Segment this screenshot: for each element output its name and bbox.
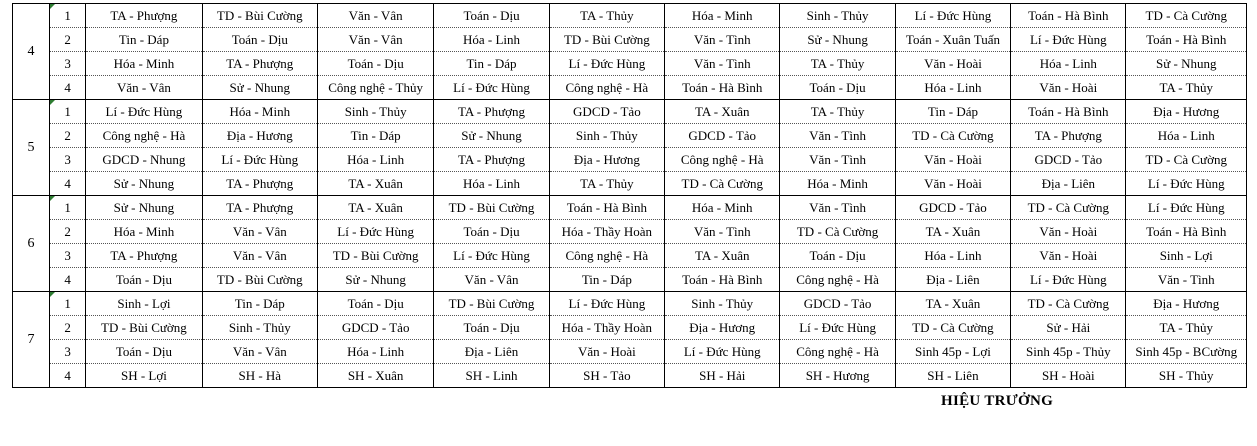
period-number: 4 — [50, 364, 86, 388]
class-cell: TA - Thủy — [1126, 76, 1247, 100]
class-cell: Toán - Dịu — [86, 340, 202, 364]
class-cell: Sử - Nhung — [86, 196, 202, 220]
class-cell: Toán - Dịu — [202, 28, 317, 52]
class-cell: Công nghệ - Thủy — [317, 76, 433, 100]
class-cell: Hóa - Minh — [86, 220, 202, 244]
class-cell: Văn - Tình — [780, 148, 895, 172]
class-cell: TD - Cà Cường — [1011, 196, 1126, 220]
class-cell: Công nghệ - Hà — [549, 76, 664, 100]
class-cell: TD - Bùi Cường — [434, 292, 549, 316]
class-cell: Toán - Hà Bình — [1126, 220, 1247, 244]
period-number: 3 — [50, 52, 86, 76]
class-cell: Địa - Hương — [549, 148, 664, 172]
class-cell: Toán - Dịu — [434, 220, 549, 244]
period-number: 1 — [50, 292, 86, 316]
class-cell: Sinh - Lợi — [86, 292, 202, 316]
class-cell: TA - Xuân — [665, 244, 780, 268]
class-cell: Văn - Hoài — [895, 148, 1010, 172]
class-cell: Lí - Đức Hùng — [549, 52, 664, 76]
class-cell: Hóa - Thầy Hoàn — [549, 220, 664, 244]
class-cell: Lí - Đức Hùng — [202, 148, 317, 172]
class-cell: Sinh 45p - Lợi — [895, 340, 1010, 364]
class-cell: TA - Xuân — [317, 172, 433, 196]
timetable-row — [13, 172, 1247, 196]
class-cell: Sinh - Thủy — [317, 100, 433, 124]
timetable-row — [13, 364, 1247, 388]
class-cell: Công nghệ - Hà — [549, 244, 664, 268]
class-cell: Địa - Hương — [202, 124, 317, 148]
class-cell: Tin - Dáp — [86, 28, 202, 52]
class-cell: Sử - Nhung — [780, 28, 895, 52]
class-cell: Văn - Vân — [434, 268, 549, 292]
class-cell: GDCD - Tảo — [549, 100, 664, 124]
class-cell: GDCD - Nhung — [86, 148, 202, 172]
period-number: 3 — [50, 340, 86, 364]
class-cell: TA - Xuân — [895, 292, 1010, 316]
class-cell: Toán - Dịu — [780, 244, 895, 268]
class-cell: Văn - Vân — [202, 220, 317, 244]
class-cell: TA - Xuân — [665, 100, 780, 124]
timetable-row — [13, 268, 1247, 292]
period-number: 1 — [50, 100, 86, 124]
class-cell: Lí - Đức Hùng — [1011, 28, 1126, 52]
timetable-row — [13, 100, 1247, 124]
class-cell: Văn - Hoài — [1011, 220, 1126, 244]
class-cell: Hóa - Linh — [434, 28, 549, 52]
timetable-row — [13, 292, 1247, 316]
period-number: 2 — [50, 316, 86, 340]
class-cell: Toán - Hà Bình — [1126, 28, 1247, 52]
class-cell: TA - Phượng — [434, 100, 549, 124]
class-cell: SH - Hương — [780, 364, 895, 388]
class-cell: Văn - Hoài — [1011, 76, 1126, 100]
class-cell: TD - Cà Cường — [895, 124, 1010, 148]
class-cell: Tin - Dáp — [895, 100, 1010, 124]
class-cell: TD - Cà Cường — [895, 316, 1010, 340]
period-number: 3 — [50, 244, 86, 268]
class-cell: SH - Hải — [665, 364, 780, 388]
class-cell: GDCD - Tảo — [317, 316, 433, 340]
class-cell: Sinh - Thủy — [780, 4, 895, 28]
class-cell: Hóa - Linh — [895, 76, 1010, 100]
class-cell: Hóa - Linh — [317, 340, 433, 364]
class-cell: SH - Tảo — [549, 364, 664, 388]
class-cell: Địa - Liên — [434, 340, 549, 364]
class-cell: Lí - Đức Hùng — [434, 76, 549, 100]
class-cell: TD - Bùi Cường — [434, 196, 549, 220]
class-cell: Hóa - Minh — [86, 52, 202, 76]
timetable-row — [13, 148, 1247, 172]
class-cell: GDCD - Tảo — [780, 292, 895, 316]
class-cell: Hóa - Linh — [895, 244, 1010, 268]
class-cell: TD - Cà Cường — [1126, 148, 1247, 172]
class-cell: TA - Phượng — [202, 52, 317, 76]
class-cell: Địa - Hương — [1126, 100, 1247, 124]
class-cell: Sinh - Thủy — [665, 292, 780, 316]
day-label: 5 — [13, 100, 50, 196]
class-cell: Tin - Dáp — [317, 124, 433, 148]
class-cell: Sử - Nhung — [1126, 52, 1247, 76]
class-cell: TA - Phượng — [202, 172, 317, 196]
class-cell: Toán - Dịu — [317, 292, 433, 316]
class-cell: TA - Xuân — [895, 220, 1010, 244]
class-cell: TD - Bùi Cường — [317, 244, 433, 268]
class-cell: Sinh 45p - Thủy — [1011, 340, 1126, 364]
signature-title: HIỆU TRƯỞNG — [941, 393, 1054, 409]
class-cell: Văn - Tình — [780, 196, 895, 220]
class-cell: TA - Thủy — [549, 172, 664, 196]
class-cell: Văn - Tình — [665, 28, 780, 52]
class-cell: TA - Phượng — [86, 244, 202, 268]
class-cell: Lí - Đức Hùng — [1126, 172, 1247, 196]
timetable-row — [13, 124, 1247, 148]
day-label: 4 — [13, 4, 50, 100]
class-cell: Sử - Hải — [1011, 316, 1126, 340]
class-cell: Sử - Nhung — [86, 172, 202, 196]
period-number: 1 — [50, 4, 86, 28]
class-cell: Văn - Vân — [202, 244, 317, 268]
class-cell: Văn - Tình — [665, 220, 780, 244]
period-number: 4 — [50, 172, 86, 196]
class-cell: Hóa - Linh — [1011, 52, 1126, 76]
class-cell: Toán - Hà Bình — [1011, 4, 1126, 28]
timetable — [12, 3, 1247, 388]
period-number: 3 — [50, 148, 86, 172]
class-cell: Toán - Dịu — [780, 76, 895, 100]
class-cell: TA - Thủy — [1126, 316, 1247, 340]
class-cell: Lí - Đức Hùng — [317, 220, 433, 244]
class-cell: Văn - Hoài — [1011, 244, 1126, 268]
class-cell: Hóa - Minh — [665, 4, 780, 28]
class-cell: Toán - Dịu — [434, 316, 549, 340]
timetable-row — [13, 4, 1247, 28]
class-cell: Văn - Vân — [202, 340, 317, 364]
class-cell: TD - Bùi Cường — [202, 4, 317, 28]
class-cell: Địa - Hương — [1126, 292, 1247, 316]
class-cell: Lí - Đức Hùng — [780, 316, 895, 340]
class-cell: Toán - Dịu — [434, 4, 549, 28]
class-cell: SH - Hà — [202, 364, 317, 388]
period-number: 4 — [50, 268, 86, 292]
class-cell: TA - Phượng — [1011, 124, 1126, 148]
class-cell: Văn - Hoài — [549, 340, 664, 364]
class-cell: Sinh - Lợi — [1126, 244, 1247, 268]
class-cell: GDCD - Tảo — [895, 196, 1010, 220]
class-cell: Lí - Đức Hùng — [434, 244, 549, 268]
class-cell: Hóa - Thầy Hoàn — [549, 316, 664, 340]
class-cell: Sinh - Thủy — [549, 124, 664, 148]
period-number: 2 — [50, 28, 86, 52]
timetable-row — [13, 52, 1247, 76]
class-cell: GDCD - Tảo — [665, 124, 780, 148]
class-cell: Lí - Đức Hùng — [1011, 268, 1126, 292]
class-cell: Công nghệ - Hà — [780, 268, 895, 292]
class-cell: Toán - Hà Bình — [1011, 100, 1126, 124]
class-cell: Văn - Vân — [317, 28, 433, 52]
class-cell: Toán - Hà Bình — [549, 196, 664, 220]
class-cell: SH - Thủy — [1126, 364, 1247, 388]
class-cell: Địa - Liên — [1011, 172, 1126, 196]
class-cell: Toán - Dịu — [86, 268, 202, 292]
class-cell: Văn - Tình — [780, 124, 895, 148]
timetable-row — [13, 76, 1247, 100]
class-cell: TA - Thủy — [780, 52, 895, 76]
class-cell: Lí - Đức Hùng — [665, 340, 780, 364]
class-cell: Hóa - Minh — [780, 172, 895, 196]
class-cell: SH - Lợi — [86, 364, 202, 388]
class-cell: Hóa - Linh — [434, 172, 549, 196]
class-cell: SH - Hoài — [1011, 364, 1126, 388]
class-cell: Hóa - Linh — [1126, 124, 1247, 148]
class-cell: Địa - Liên — [895, 268, 1010, 292]
timetable-row — [13, 316, 1247, 340]
class-cell: Toán - Dịu — [317, 52, 433, 76]
class-cell: Tin - Dáp — [549, 268, 664, 292]
class-cell: TD - Bùi Cường — [549, 28, 664, 52]
period-number: 1 — [50, 196, 86, 220]
class-cell: Sử - Nhung — [434, 124, 549, 148]
class-cell: Lí - Đức Hùng — [549, 292, 664, 316]
class-cell: Lí - Đức Hùng — [1126, 196, 1247, 220]
class-cell: Văn - Tình — [1126, 268, 1247, 292]
class-cell: Văn - Tình — [665, 52, 780, 76]
class-cell: Lí - Đức Hùng — [895, 4, 1010, 28]
class-cell: TA - Phượng — [434, 148, 549, 172]
class-cell: TD - Cà Cường — [665, 172, 780, 196]
class-cell: Tin - Dáp — [434, 52, 549, 76]
timetable-row — [13, 28, 1247, 52]
class-cell: TD - Cà Cường — [1126, 4, 1247, 28]
class-cell: SH - Linh — [434, 364, 549, 388]
class-cell: SH - Liên — [895, 364, 1010, 388]
class-cell: Lí - Đức Hùng — [86, 100, 202, 124]
class-cell: Văn - Hoài — [895, 52, 1010, 76]
timetable-row — [13, 220, 1247, 244]
class-cell: TD - Cà Cường — [780, 220, 895, 244]
class-cell: Hóa - Minh — [665, 196, 780, 220]
class-cell: Công nghệ - Hà — [86, 124, 202, 148]
class-cell: Toán - Xuân Tuấn — [895, 28, 1010, 52]
class-cell: TA - Phượng — [86, 4, 202, 28]
class-cell: Sinh 45p - BCường — [1126, 340, 1247, 364]
class-cell: Toán - Hà Bình — [665, 268, 780, 292]
class-cell: TA - Thủy — [549, 4, 664, 28]
class-cell: SH - Xuân — [317, 364, 433, 388]
class-cell: Hóa - Minh — [202, 100, 317, 124]
class-cell: TA - Thủy — [780, 100, 895, 124]
timetable-row — [13, 244, 1247, 268]
class-cell: Sinh - Thủy — [202, 316, 317, 340]
period-number: 2 — [50, 220, 86, 244]
period-number: 4 — [50, 76, 86, 100]
class-cell: TD - Bùi Cường — [86, 316, 202, 340]
class-cell: Văn - Hoài — [895, 172, 1010, 196]
class-cell: Sử - Nhung — [317, 268, 433, 292]
class-cell: TA - Phượng — [202, 196, 317, 220]
class-cell: Văn - Vân — [86, 76, 202, 100]
class-cell: Công nghệ - Hà — [780, 340, 895, 364]
class-cell: Công nghệ - Hà — [665, 148, 780, 172]
timetable-row — [13, 340, 1247, 364]
period-number: 2 — [50, 124, 86, 148]
class-cell: Sử - Nhung — [202, 76, 317, 100]
class-cell: TD - Bùi Cường — [202, 268, 317, 292]
class-cell: TA - Xuân — [317, 196, 433, 220]
class-cell: Hóa - Linh — [317, 148, 433, 172]
class-cell: TD - Cà Cường — [1011, 292, 1126, 316]
day-label: 6 — [13, 196, 50, 292]
class-cell: Toán - Hà Bình — [665, 76, 780, 100]
day-label: 7 — [13, 292, 50, 388]
class-cell: Địa - Hương — [665, 316, 780, 340]
class-cell: Tin - Dáp — [202, 292, 317, 316]
class-cell: GDCD - Tảo — [1011, 148, 1126, 172]
class-cell: Văn - Vân — [317, 4, 433, 28]
timetable-row — [13, 196, 1247, 220]
